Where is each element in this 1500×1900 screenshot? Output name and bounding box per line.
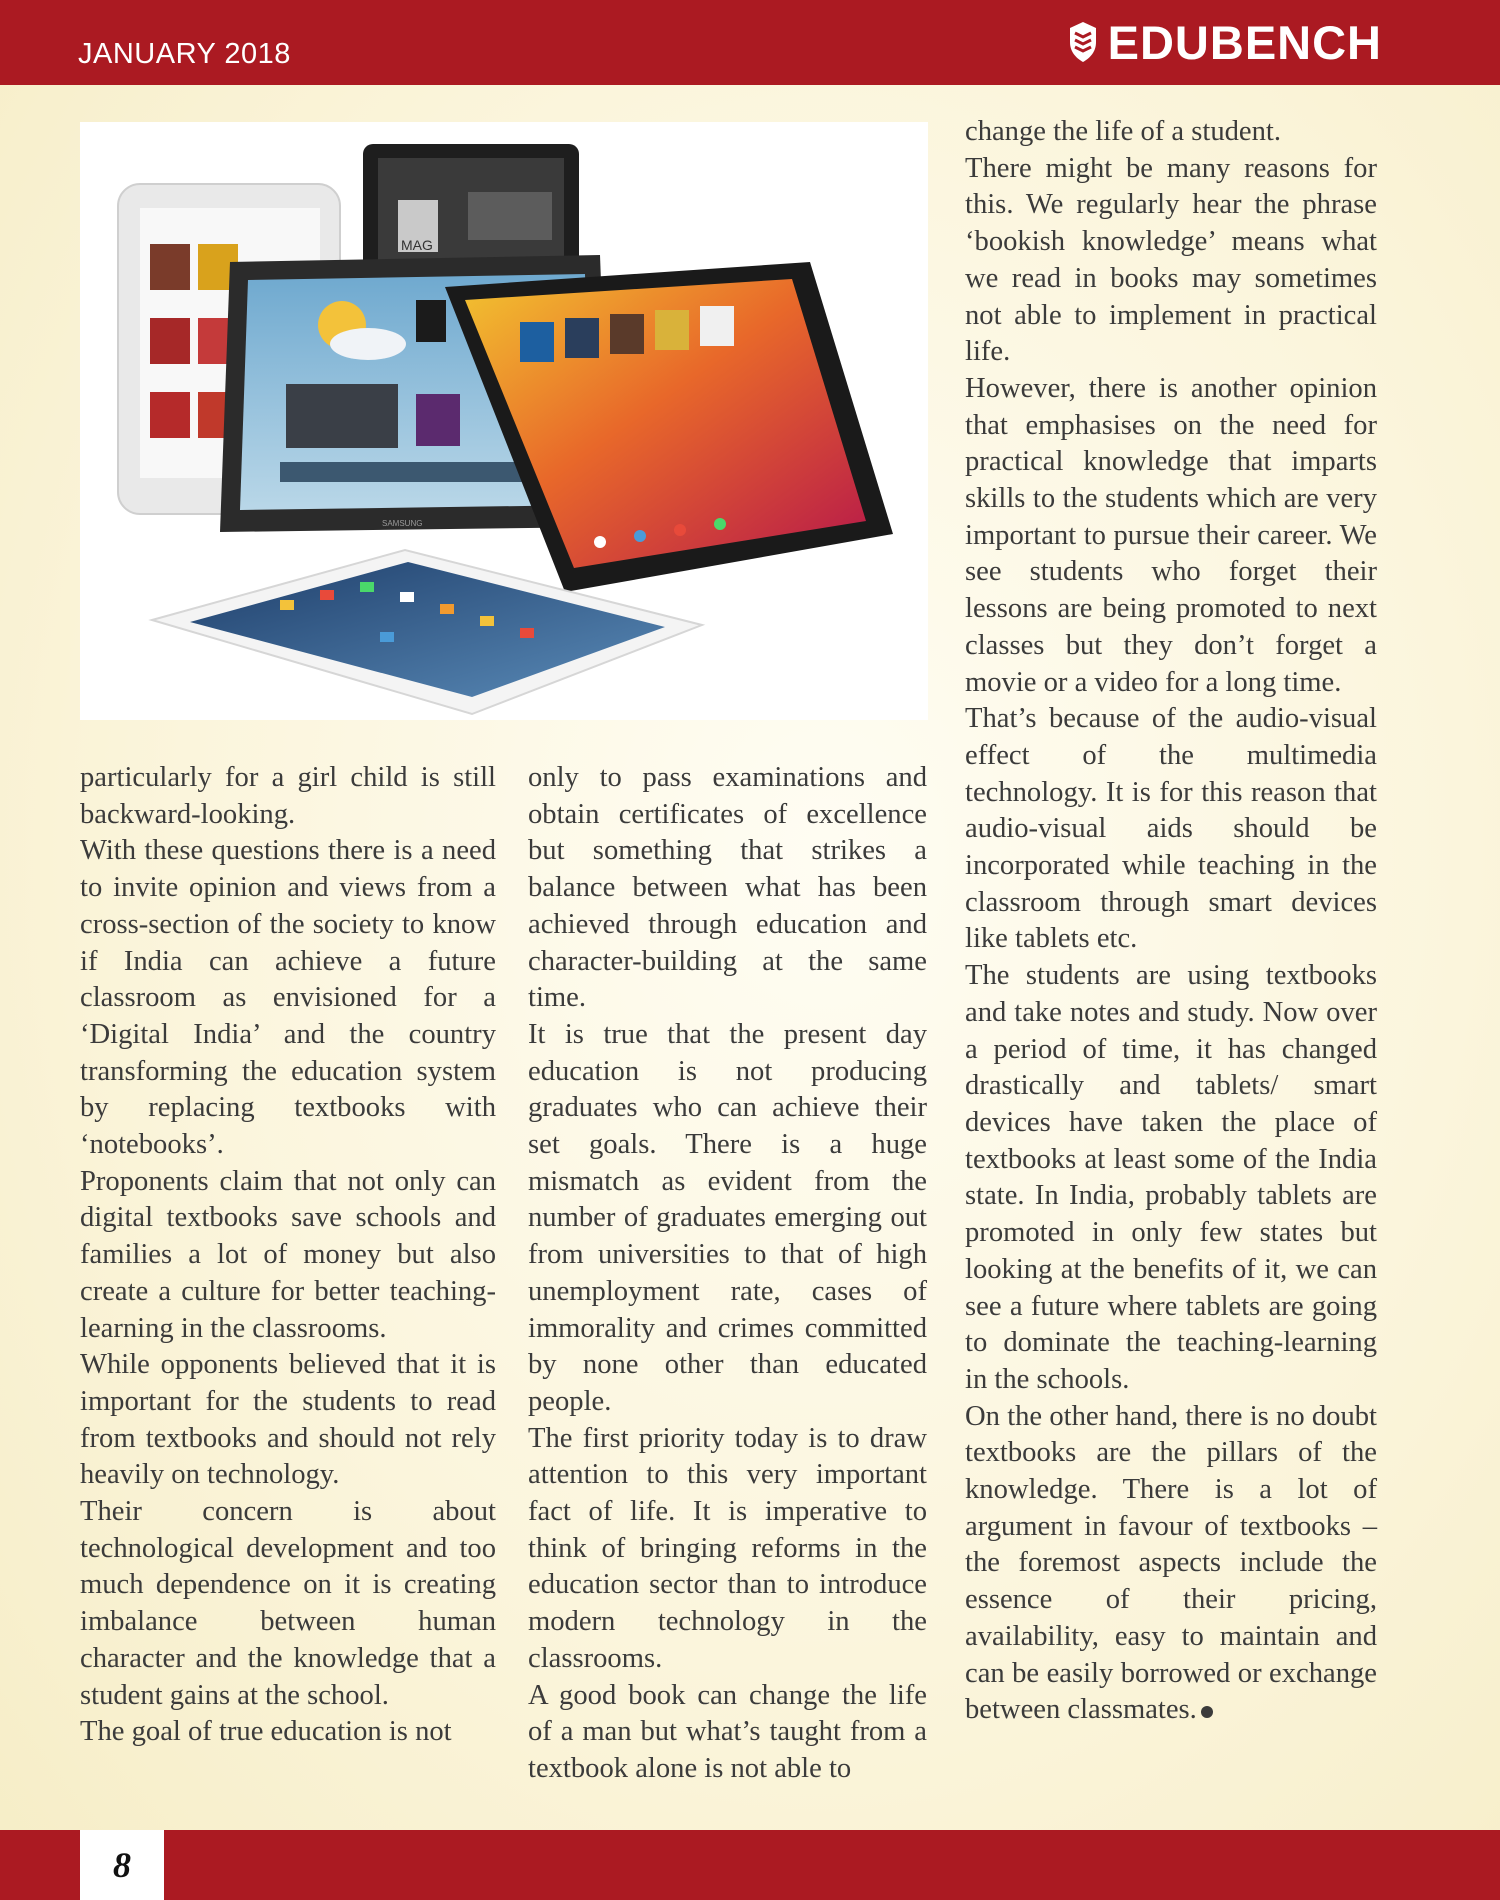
samsung-label: SAMSUNG [382,519,423,528]
paragraph: It is true that the present day education is not producing graduates who can achieve their set goals. There is a huge mismatch as evident from the number of graduates emerging out from universities to that of high unemployment rate, cases of immorality and crimes committed by none other than educated people. [528,1018,927,1417]
paragraph: With these questions there is a need to invite opinion and views from a cross-section of the society to know if India can achieve a future classroom as envisioned for a ‘Digital India’ and the country transforming the education system by replacing textbooks with ‘notebooks’. [80,835,496,1161]
paragraph: particularly for a girl child is still backward-looking. [80,762,496,830]
mag-label: MAG [401,237,433,253]
brand-name: EDUBENCH [1107,15,1382,69]
paragraph: The goal of true education is not [80,1716,452,1748]
paragraph: However, there is another opinion that emphasises on the need for practical knowledge that imparts skills to the students which are very important to pursue their career. We see students who forget their lessons are being promoted to next classes but they don’t forget a movie or a video for a long time. [965,372,1377,698]
tablets-photo [80,122,928,720]
shield-emblem-icon [1068,21,1098,63]
article-column-1 [80,760,496,1751]
paragraph-text: On the other hand, there is no doubt textbooks are the pillars of the knowledge. There is a lot of argument in favour of textbooks – the foremost aspects include the essence of their pricing, availability, easy to maintain and can be easily borrowed or exchange between classmates. [965,1400,1377,1726]
issue-date: JANUARY 2018 [78,38,291,70]
paragraph: only to pass examinations and obtain certificates of excellence but something that strikes a balance between what has been achieved through education and character-building at the same time. [528,762,927,1014]
paragraph: That’s because of the audio-visual effect of the multimedia technology. It is for this reason that audio-visual aids should be incorporated while teaching in the classroom through smart devices like tablets etc. [965,703,1377,955]
paragraph: Proponents claim that not only can digital textbooks save schools and families a lot of money but also create a culture for better teaching-learning in the classrooms. [80,1165,496,1344]
page-number: 8 [113,1845,131,1885]
paragraph: change the life of a student. [965,116,1281,147]
article-column-2 [528,760,927,1788]
brand-logo [1068,14,1382,70]
article-column-3 [965,114,1377,1729]
paragraph: The students are using textbooks and take notes and study. Now over a period of time, it has changed drastically and tablets/ smart devices have taken the place of textbooks at least some of the India state. In India, probably tablets are promoted in only few states but looking at the benefits of it, we can see a future where tablets are going to dominate the teaching-learning in the schools. [965,960,1377,1395]
paragraph: While opponents believed that it is important for the students to read from textbooks and should not rely heavily on technology. [80,1349,496,1491]
paragraph [965,1399,1377,1729]
page-number-box [80,1830,164,1900]
end-of-article-icon [1201,1706,1213,1718]
paragraph: A good book can change the life of a man but what’s taught from a textbook alone is not able to [528,1679,927,1784]
paragraph: There might be many reasons for this. We regularly hear the phrase ‘bookish knowledge’ means what we read in books may sometimes not able to implement in practical life. [965,152,1377,368]
paragraph: Their concern is about technological development and too much dependence on it is creating imbalance between human character and the knowledge that a student gains at the school. [80,1496,496,1711]
footer-bar [0,1830,1500,1900]
paragraph: The first priority today is to draw attention to this very important fact of life. It is imperative to think of bringing reforms in the education sector than to introduce modern technology in the classrooms. [528,1422,927,1674]
